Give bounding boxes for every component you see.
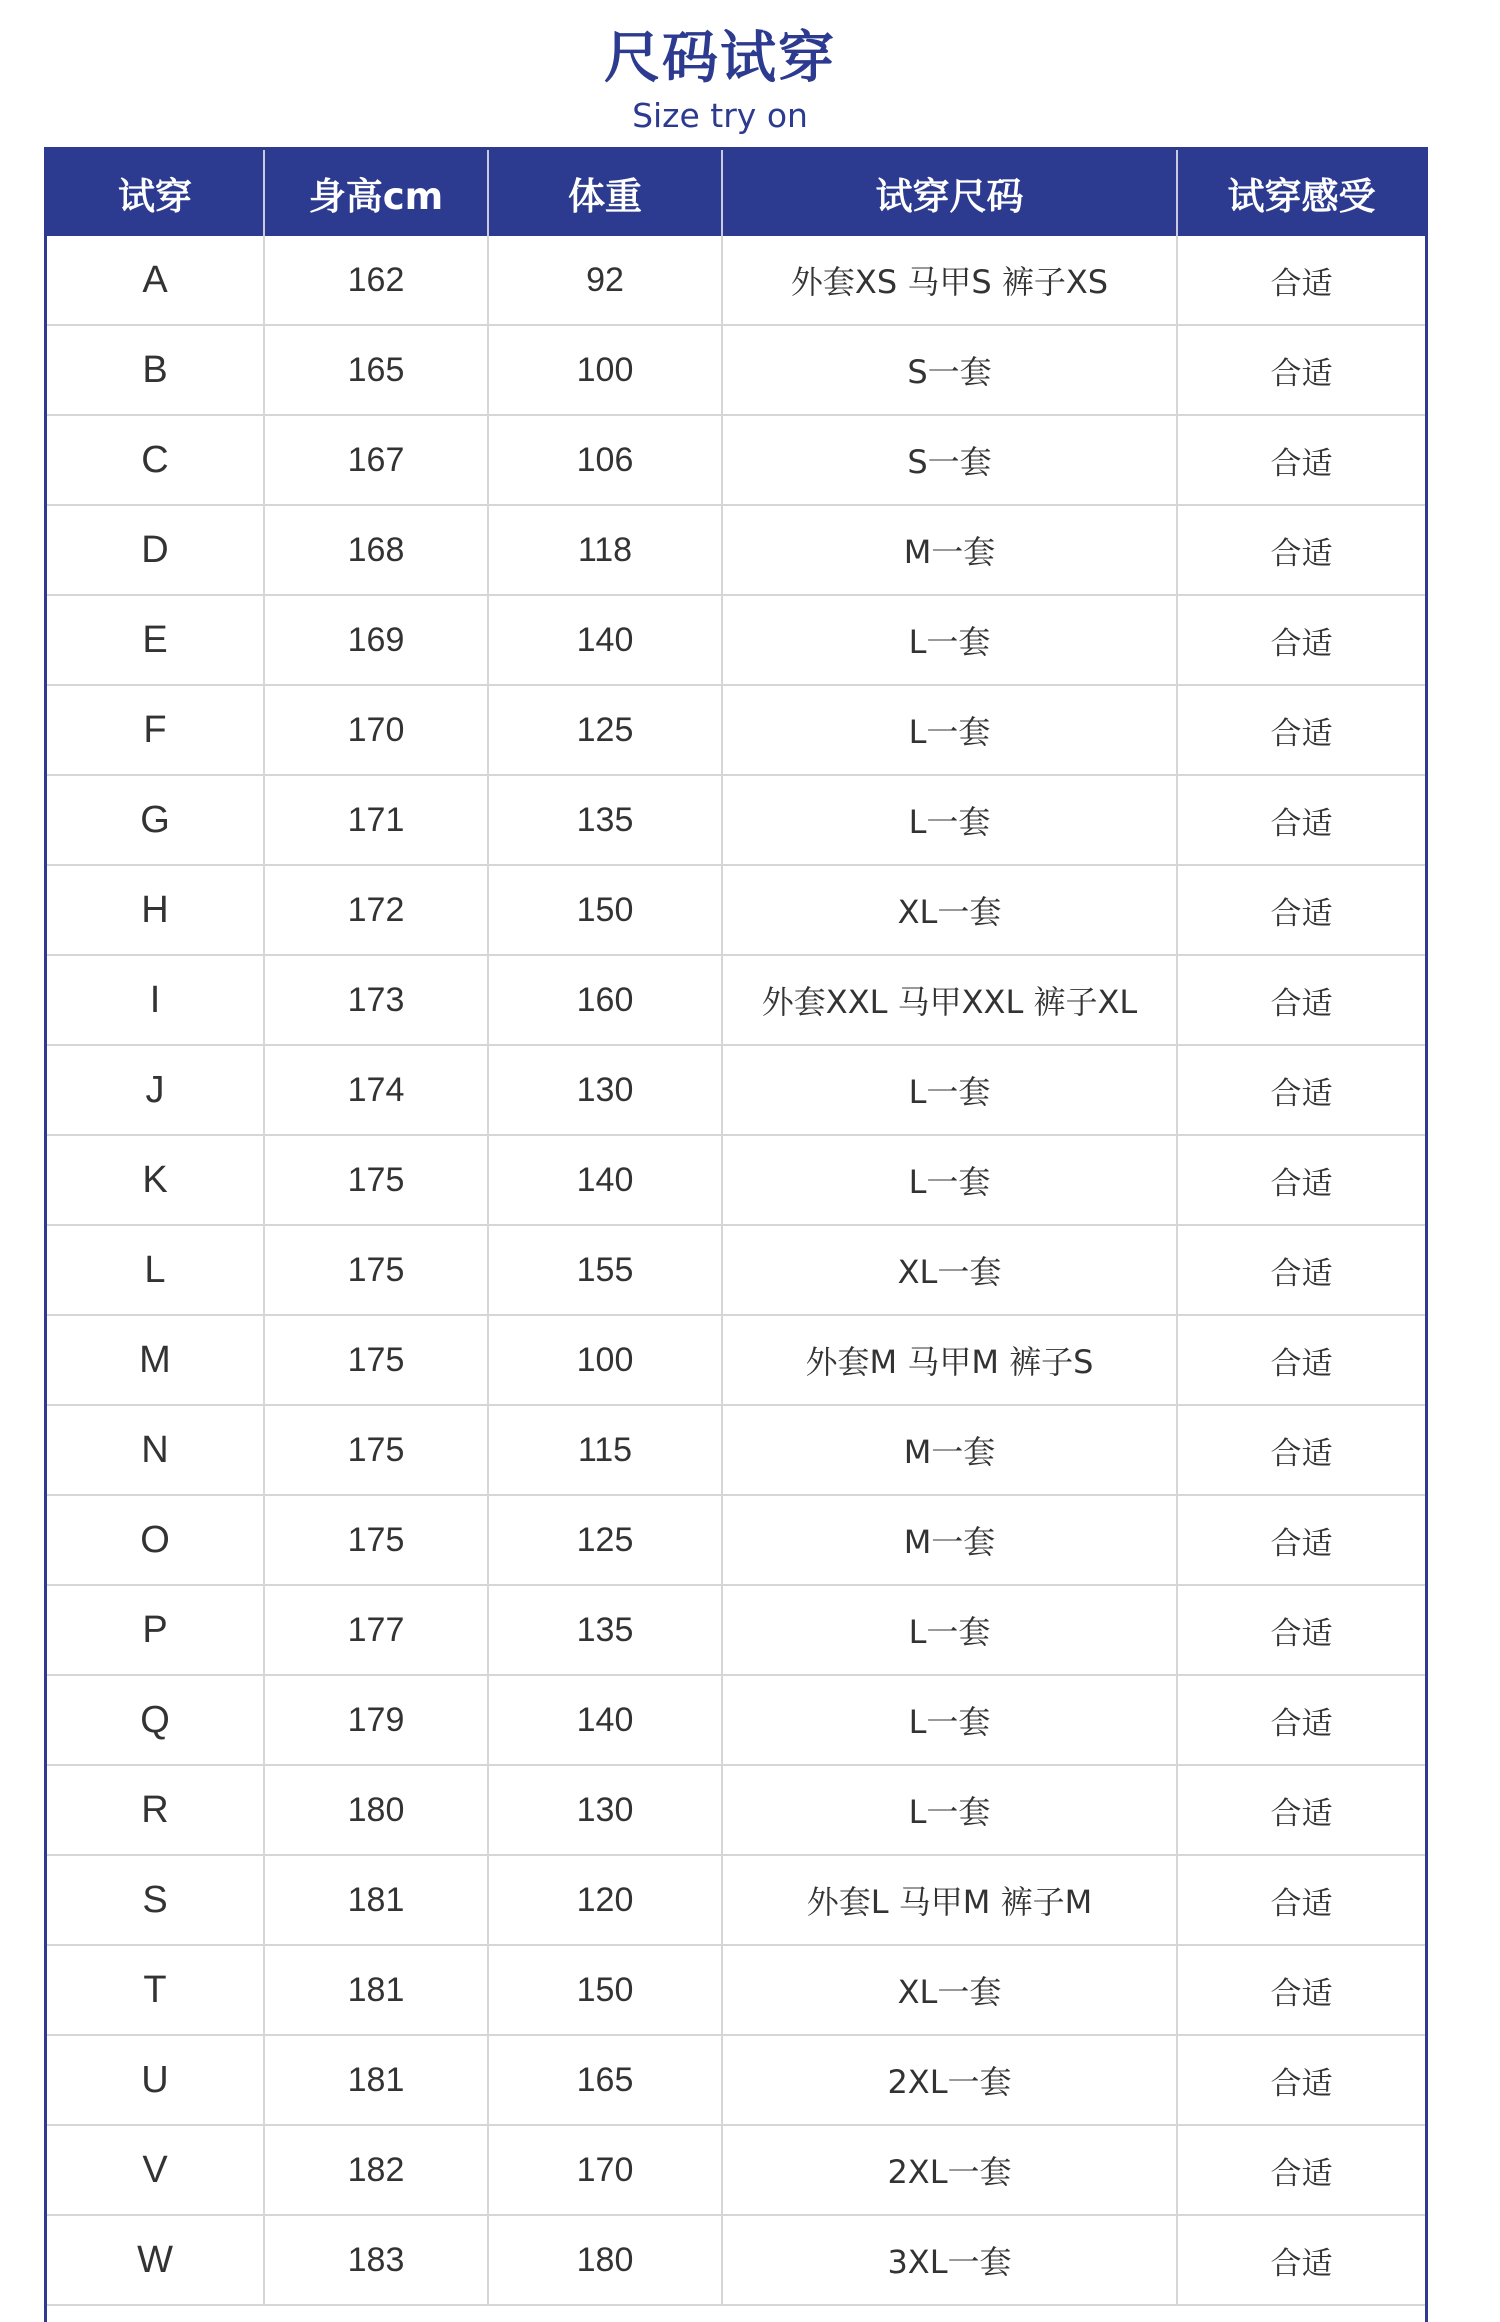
feel-cell: 合适 xyxy=(1177,1315,1425,1405)
size-cell: L一套 xyxy=(722,1585,1177,1675)
feel-cell: 合适 xyxy=(1177,775,1425,865)
height-cell: 183 xyxy=(264,2215,488,2305)
tester-cell: M xyxy=(47,1315,264,1405)
height-cell: 172 xyxy=(264,865,488,955)
table-row xyxy=(47,505,1425,595)
tester-cell: K xyxy=(47,1135,264,1225)
weight-cell: 150 xyxy=(488,1945,722,2035)
table-row xyxy=(47,1765,1425,1855)
size-cell: 外套L 马甲M 裤子M xyxy=(722,1855,1177,1945)
size-cell: S一套 xyxy=(722,325,1177,415)
table-row xyxy=(47,1045,1425,1135)
size-cell: L一套 xyxy=(722,595,1177,685)
tester-cell: U xyxy=(47,2035,264,2125)
tester-cell: T xyxy=(47,1945,264,2035)
size-cell: XL一套 xyxy=(722,865,1177,955)
table-row xyxy=(47,1855,1425,1945)
header-weight: 体重 xyxy=(488,150,722,236)
height-cell: 182 xyxy=(264,2125,488,2215)
feel-cell: 合适 xyxy=(1177,1765,1425,1855)
tester-cell: S xyxy=(47,1855,264,1945)
tester-cell: D xyxy=(47,505,264,595)
feel-cell: 合适 xyxy=(1177,1675,1425,1765)
table-row xyxy=(47,1945,1425,2035)
size-cell: 外套M 马甲M 裤子S xyxy=(722,1315,1177,1405)
table-body xyxy=(47,236,1425,2305)
feel-cell: 合适 xyxy=(1177,1135,1425,1225)
tester-cell: F xyxy=(47,685,264,775)
size-table xyxy=(47,150,1425,2306)
table-row xyxy=(47,2035,1425,2125)
header-size: 试穿尺码 xyxy=(722,150,1177,236)
table-row xyxy=(47,415,1425,505)
size-cell: L一套 xyxy=(722,775,1177,865)
weight-cell: 135 xyxy=(488,1585,722,1675)
table-row xyxy=(47,1315,1425,1405)
height-cell: 167 xyxy=(264,415,488,505)
table-row xyxy=(47,865,1425,955)
height-cell: 171 xyxy=(264,775,488,865)
weight-cell: 165 xyxy=(488,2035,722,2125)
weight-cell: 125 xyxy=(488,1495,722,1585)
height-cell: 162 xyxy=(264,236,488,325)
feel-cell: 合适 xyxy=(1177,1225,1425,1315)
page-title: 尺码试穿 xyxy=(604,26,836,91)
tester-cell: E xyxy=(47,595,264,685)
tester-cell: Q xyxy=(47,1675,264,1765)
weight-cell: 92 xyxy=(488,236,722,325)
height-cell: 168 xyxy=(264,505,488,595)
feel-cell: 合适 xyxy=(1177,415,1425,505)
weight-cell: 170 xyxy=(488,2125,722,2215)
tester-cell: V xyxy=(47,2125,264,2215)
table-row xyxy=(47,2125,1425,2215)
header-height: 身高cm xyxy=(264,150,488,236)
height-cell: 173 xyxy=(264,955,488,1045)
tester-cell: B xyxy=(47,325,264,415)
tester-cell: J xyxy=(47,1045,264,1135)
weight-cell: 100 xyxy=(488,1315,722,1405)
height-cell: 170 xyxy=(264,685,488,775)
size-cell: L一套 xyxy=(722,1045,1177,1135)
feel-cell: 合适 xyxy=(1177,2125,1425,2215)
feel-cell: 合适 xyxy=(1177,865,1425,955)
page-title-block xyxy=(0,26,1440,136)
size-cell: M一套 xyxy=(722,1405,1177,1495)
feel-cell: 合适 xyxy=(1177,685,1425,775)
header-tester: 试穿 xyxy=(47,150,264,236)
height-cell: 175 xyxy=(264,1225,488,1315)
weight-cell: 100 xyxy=(488,325,722,415)
height-cell: 181 xyxy=(264,1855,488,1945)
weight-cell: 140 xyxy=(488,1675,722,1765)
weight-cell: 140 xyxy=(488,1135,722,1225)
feel-cell: 合适 xyxy=(1177,505,1425,595)
table-row xyxy=(47,955,1425,1045)
table-row xyxy=(47,236,1425,325)
size-cell: XL一套 xyxy=(722,1225,1177,1315)
table-row xyxy=(47,325,1425,415)
page-subtitle: Size try on xyxy=(632,96,808,135)
height-cell: 181 xyxy=(264,1945,488,2035)
weight-cell: 140 xyxy=(488,595,722,685)
tester-cell: L xyxy=(47,1225,264,1315)
size-cell: L一套 xyxy=(722,1675,1177,1765)
tester-cell: G xyxy=(47,775,264,865)
table-row xyxy=(47,1495,1425,1585)
tester-cell: W xyxy=(47,2215,264,2305)
size-cell: 外套XXL 马甲XXL 裤子XL xyxy=(722,955,1177,1045)
table-row xyxy=(47,1405,1425,1495)
height-cell: 179 xyxy=(264,1675,488,1765)
height-cell: 169 xyxy=(264,595,488,685)
height-cell: 180 xyxy=(264,1765,488,1855)
weight-cell: 115 xyxy=(488,1405,722,1495)
table-row xyxy=(47,1135,1425,1225)
weight-cell: 160 xyxy=(488,955,722,1045)
table-row xyxy=(47,1675,1425,1765)
size-try-on-table xyxy=(44,147,1428,2322)
feel-cell: 合适 xyxy=(1177,236,1425,325)
feel-cell: 合适 xyxy=(1177,325,1425,415)
tester-cell: I xyxy=(47,955,264,1045)
tester-cell: P xyxy=(47,1585,264,1675)
tester-cell: N xyxy=(47,1405,264,1495)
table-row xyxy=(47,1585,1425,1675)
table-row xyxy=(47,1225,1425,1315)
weight-cell: 120 xyxy=(488,1855,722,1945)
size-cell: L一套 xyxy=(722,1135,1177,1225)
weight-cell: 106 xyxy=(488,415,722,505)
tester-cell: O xyxy=(47,1495,264,1585)
table-row xyxy=(47,775,1425,865)
weight-cell: 130 xyxy=(488,1045,722,1135)
size-cell: 2XL一套 xyxy=(722,2125,1177,2215)
weight-cell: 135 xyxy=(488,775,722,865)
tester-cell: C xyxy=(47,415,264,505)
feel-cell: 合适 xyxy=(1177,1585,1425,1675)
size-cell: S一套 xyxy=(722,415,1177,505)
feel-cell: 合适 xyxy=(1177,2035,1425,2125)
feel-cell: 合适 xyxy=(1177,1405,1425,1495)
feel-cell: 合适 xyxy=(1177,1945,1425,2035)
size-cell: L一套 xyxy=(722,1765,1177,1855)
size-cell: 3XL一套 xyxy=(722,2215,1177,2305)
weight-cell: 118 xyxy=(488,505,722,595)
size-cell: 2XL一套 xyxy=(722,2035,1177,2125)
height-cell: 174 xyxy=(264,1045,488,1135)
weight-cell: 130 xyxy=(488,1765,722,1855)
height-cell: 175 xyxy=(264,1315,488,1405)
table-row xyxy=(47,685,1425,775)
height-cell: 175 xyxy=(264,1135,488,1225)
feel-cell: 合适 xyxy=(1177,2215,1425,2305)
table-row xyxy=(47,595,1425,685)
feel-cell: 合适 xyxy=(1177,595,1425,685)
table-row xyxy=(47,2215,1425,2305)
tester-cell: R xyxy=(47,1765,264,1855)
weight-cell: 150 xyxy=(488,865,722,955)
weight-cell: 180 xyxy=(488,2215,722,2305)
size-cell: 外套XS 马甲S 裤子XS xyxy=(722,236,1177,325)
feel-cell: 合适 xyxy=(1177,1855,1425,1945)
size-cell: M一套 xyxy=(722,505,1177,595)
height-cell: 181 xyxy=(264,2035,488,2125)
size-cell: XL一套 xyxy=(722,1945,1177,2035)
feel-cell: 合适 xyxy=(1177,1495,1425,1585)
size-cell: L一套 xyxy=(722,685,1177,775)
height-cell: 165 xyxy=(264,325,488,415)
height-cell: 175 xyxy=(264,1405,488,1495)
weight-cell: 155 xyxy=(488,1225,722,1315)
tester-cell: H xyxy=(47,865,264,955)
feel-cell: 合适 xyxy=(1177,955,1425,1045)
header-feel: 试穿感受 xyxy=(1177,150,1425,236)
height-cell: 175 xyxy=(264,1495,488,1585)
tester-cell: A xyxy=(47,236,264,325)
weight-cell: 125 xyxy=(488,685,722,775)
height-cell: 177 xyxy=(264,1585,488,1675)
table-header-row xyxy=(47,150,1425,236)
size-cell: M一套 xyxy=(722,1495,1177,1585)
feel-cell: 合适 xyxy=(1177,1045,1425,1135)
